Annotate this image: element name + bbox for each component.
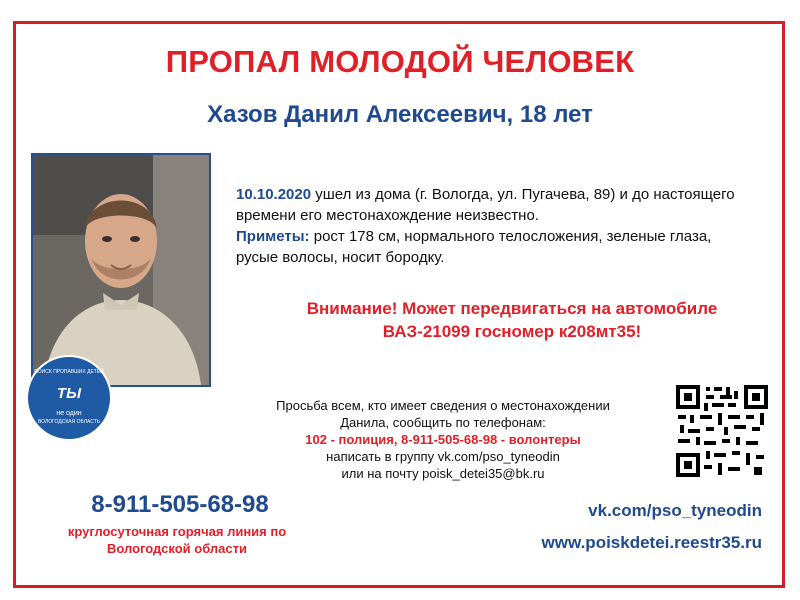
poster-title: ПРОПАЛ МОЛОДОЙ ЧЕЛОВЕК — [165, 44, 635, 79]
warning-line-2: ВАЗ-21099 госномер к208мт35! — [382, 322, 642, 341]
request-email: или на почту poisk_detei35@bk.ru — [341, 466, 545, 481]
vk-link[interactable]: vk.com/pso_tyneodin — [588, 501, 762, 520]
missing-person-photo — [31, 153, 211, 387]
website-link[interactable]: www.poiskdetei.reestr35.ru — [541, 533, 762, 552]
missing-person-name: Хазов Данил Алексеевич, 18 лет — [207, 101, 593, 128]
request-line-1: Просьба всем, кто имеет сведения о местонахождении — [276, 398, 610, 413]
request-phones: 102 - полиция, 8-911-505-68-98 - волонтеры — [305, 432, 581, 447]
signs-label: Приметы: — [236, 228, 310, 245]
signs-text: рост 178 см, нормального телосложения, зеленые глаза, русые волосы, носит бородку. — [236, 228, 712, 266]
hotline-line-2: Вологодской области — [107, 541, 247, 556]
logo-sub-text: не один — [56, 410, 82, 417]
organization-logo — [26, 355, 112, 441]
contact-request — [228, 397, 658, 482]
hotline-line-1: круглосуточная горячая линия по — [67, 524, 287, 539]
logo-top-text: ПОИСК ПРОПАВШИХ ДЕТЕЙ — [34, 369, 104, 375]
description-text: ушел из дома (г. Вологда, ул. Пугачева, 89) и до настоящего времени его местонахождение неизвестно. — [236, 186, 735, 224]
logo-main-letters: ТЫ — [56, 385, 82, 402]
qr-code-icon[interactable] — [676, 385, 768, 477]
missing-description — [236, 184, 756, 268]
request-line-2: Данила, сообщить по телефонам: — [340, 415, 546, 430]
hotline-phone[interactable]: 8-911-505-68-98 — [91, 491, 269, 518]
hotline-description — [35, 523, 319, 557]
request-vk-group: написать в группу vk.com/pso_tyneodin — [326, 449, 560, 464]
vehicle-warning — [236, 297, 788, 343]
warning-line-1: Внимание! Может передвигаться на автомобиле — [306, 299, 718, 318]
logo-main-text — [28, 385, 110, 419]
date-missing: 10.10.2020 — [236, 186, 312, 203]
logo-bottom-text: ВОЛОГОДСКАЯ ОБЛАСТЬ — [37, 419, 101, 425]
